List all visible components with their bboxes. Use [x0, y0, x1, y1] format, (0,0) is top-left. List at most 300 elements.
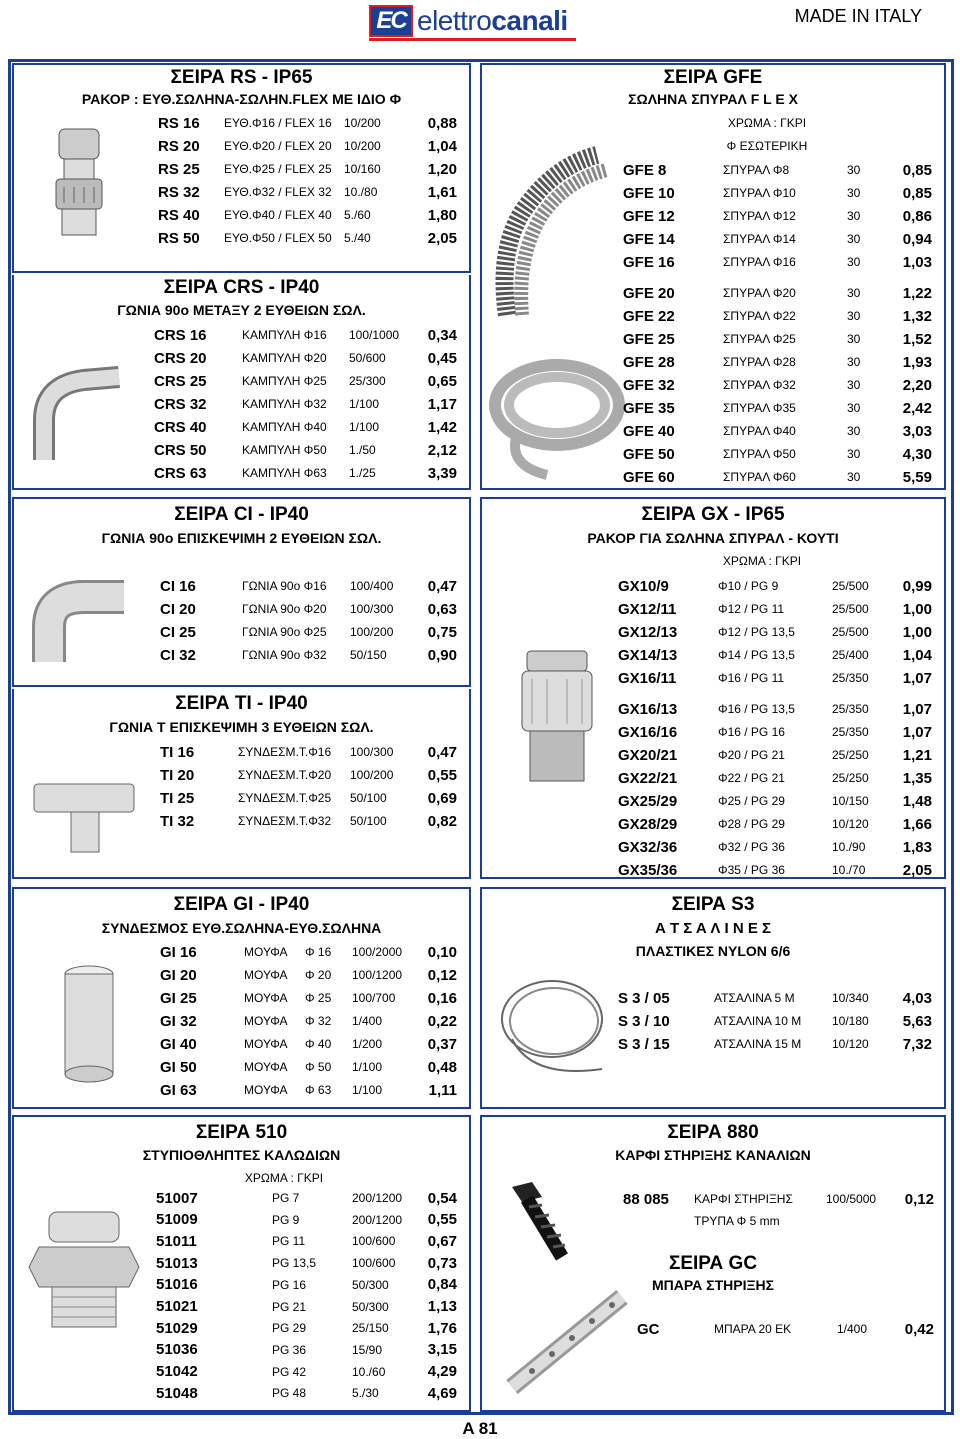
product-code: CRS 16 — [154, 326, 207, 344]
product-code: GFE 10 — [623, 184, 675, 202]
product-pack: 25/250 — [832, 771, 869, 785]
product-pack: 100/1000 — [349, 328, 400, 342]
product-code: GX35/36 — [618, 861, 678, 879]
product-code: GI 50 — [160, 1058, 197, 1076]
product-price: 3,39 — [427, 464, 457, 482]
product-pack: 30 — [847, 163, 861, 177]
880-row — [482, 1188, 948, 1210]
product-price: 2,42 — [902, 399, 932, 417]
page-header — [0, 0, 960, 58]
product-diameter: Φ 63 — [305, 1083, 332, 1097]
diameter-note: Φ ΕΣΩΤΕΡΙΚΗ — [726, 139, 808, 153]
product-diameter: Φ 25 — [305, 991, 332, 1005]
product-price: 0,45 — [427, 349, 457, 367]
product-desc: ΓΩΝΙΑ 90ο Φ16 — [242, 579, 327, 593]
product-price: 1,13 — [427, 1298, 457, 1315]
product-pack: 50/100 — [350, 814, 387, 828]
product-price: 0,86 — [902, 207, 932, 225]
product-desc: ΣΠΥΡΑΛ Φ50 — [723, 447, 796, 461]
product-code: 51029 — [156, 1319, 198, 1337]
product-desc: ΑΤΣΑΛΙΝΑ 15 Μ — [714, 1037, 802, 1051]
product-row — [482, 159, 948, 181]
product-price: 1,04 — [427, 137, 457, 155]
product-desc: ΣΠΥΡΑΛ Φ8 — [723, 163, 790, 177]
panel-rs — [12, 63, 471, 273]
product-row — [14, 741, 473, 763]
product-row — [14, 598, 473, 620]
product-row — [482, 790, 948, 812]
product-price: 0,16 — [427, 989, 457, 1007]
product-code: CRS 25 — [154, 372, 207, 390]
product-row — [482, 575, 948, 597]
panel-title: ΣΕΙΡΑ 880 — [667, 1122, 759, 1143]
product-row — [482, 282, 948, 304]
product-desc: PG 13,5 — [272, 1256, 317, 1271]
product-desc: ΣΠΥΡΑΛ Φ25 — [723, 332, 796, 346]
product-code: GX12/13 — [618, 623, 678, 641]
product-row — [14, 764, 473, 786]
product-code: GX16/16 — [618, 723, 678, 741]
product-desc: ΕΥΘ.Φ20 / FLEX 20 — [224, 139, 332, 153]
panel-subtitle: ΚΑΡΦΙ ΣΤΗΡΙΞΗΣ ΚΑΝΑΛΙΩΝ — [615, 1147, 811, 1163]
product-price: 1,32 — [902, 307, 932, 325]
product-pack: 50/600 — [349, 351, 386, 365]
product-row — [482, 698, 948, 720]
product-diameter: Φ 20 — [305, 968, 332, 982]
product-pack: 200/1200 — [352, 1191, 403, 1205]
product-desc: ΣΠΥΡΑΛ Φ28 — [723, 355, 796, 369]
product-row — [14, 1010, 473, 1032]
product-diameter: Φ 16 — [305, 945, 332, 959]
product-pack: 100/300 — [350, 602, 394, 616]
gc-title: ΣΕΙΡΑ GC — [668, 1253, 758, 1274]
product-pack: 25/300 — [349, 374, 386, 388]
product-desc: Φ22 / PG 21 — [718, 771, 785, 785]
gc-row — [482, 1318, 948, 1340]
product-code: 51011 — [156, 1232, 197, 1250]
panel-ci — [12, 497, 471, 687]
product-desc: ΣΠΥΡΑΛ Φ32 — [723, 378, 796, 392]
product-row — [14, 1230, 473, 1252]
product-price: 0,90 — [427, 646, 457, 664]
color-note: ΧΡΩΜΑ : ΓΚΡΙ — [244, 1171, 324, 1185]
product-desc: PG 16 — [272, 1277, 307, 1292]
product-row — [482, 621, 948, 643]
product-row — [14, 1317, 473, 1339]
product-code: GFE 35 — [623, 399, 675, 417]
product-row — [482, 305, 948, 327]
product-row — [482, 205, 948, 227]
product-price: 0,47 — [427, 577, 457, 595]
product-code: GX10/9 — [618, 577, 669, 595]
product-desc: PG 21 — [272, 1299, 307, 1314]
product-row — [482, 397, 948, 419]
logo-underline — [369, 38, 576, 41]
product-pack: 100/600 — [352, 1234, 396, 1249]
product-code: GC — [637, 1320, 660, 1338]
product-row — [482, 351, 948, 373]
product-price: 1,61 — [427, 183, 457, 201]
product-pack: 1/100 — [349, 397, 380, 411]
product-code: TI 16 — [160, 743, 195, 761]
panel-title: ΣΕΙΡΑ 510 — [195, 1122, 288, 1143]
product-price: 0,85 — [902, 184, 932, 202]
product-code: GFE 8 — [623, 161, 667, 179]
panel-gfe — [480, 63, 946, 490]
panel-subtitle: ΡΑΚΟΡ : ΕΥΘ.ΣΩΛΗΝΑ-ΣΩΛΗΝ.FLEX ΜΕ ΙΔΙΟ Φ — [81, 91, 402, 107]
product-pack: 25/350 — [832, 725, 869, 739]
product-desc: ΜΟΥΦΑ — [244, 1083, 288, 1097]
product-row — [482, 1033, 948, 1055]
product-row — [14, 1296, 473, 1318]
product-pack: 30 — [847, 209, 861, 223]
product-price: 0,75 — [427, 623, 457, 641]
product-code: RS 32 — [158, 183, 200, 201]
product-row — [14, 1274, 473, 1296]
product-pack: 1/100 — [349, 420, 380, 434]
product-pack: 10/160 — [344, 162, 381, 176]
panel-subtitle: ΣΩΛΗΝΑ ΣΠΥΡΑΛ F L E X — [628, 91, 798, 107]
product-desc: ΚΑΜΠΥΛΗ Φ50 — [242, 443, 327, 457]
product-pack: 10/150 — [832, 794, 869, 808]
product-price: 1,22 — [902, 284, 932, 302]
product-code: CI 25 — [160, 623, 196, 641]
product-price: 1,00 — [902, 623, 932, 641]
product-price: 0,22 — [427, 1012, 457, 1030]
product-row — [14, 964, 473, 986]
product-row — [482, 767, 948, 789]
product-desc: ΜΟΥΦΑ — [244, 968, 288, 982]
product-code: RS 40 — [158, 206, 200, 224]
panel-s3 — [480, 887, 946, 1109]
product-desc: ΓΩΝΙΑ 90ο Φ25 — [242, 625, 327, 639]
product-pack: 200/1200 — [352, 1212, 403, 1227]
product-row — [14, 1209, 473, 1231]
panel-subtitle: ΣΥΝΔΕΣΜΟΣ ΕΥΘ.ΣΩΛΗΝΑ-ΕΥΘ.ΣΩΛΗΝΑ — [101, 920, 382, 936]
product-pack: 10./60 — [352, 1364, 386, 1379]
product-row — [14, 158, 473, 180]
product-row — [14, 347, 473, 369]
product-desc: Φ16 / PG 16 — [718, 725, 785, 739]
page-number: A 81 — [462, 1419, 498, 1438]
product-row — [482, 1010, 948, 1032]
made-in-label: MADE IN ITALY — [794, 6, 922, 26]
product-code: GX32/36 — [618, 838, 678, 856]
product-desc: ΣΠΥΡΑΛ Φ22 — [723, 309, 796, 323]
panel-title: ΣΕΙΡΑ GI - IP40 — [173, 894, 310, 915]
product-desc: ΣΥΝΔΕΣΜ.Τ.Φ32 — [238, 814, 332, 828]
product-code: GFE 12 — [623, 207, 675, 225]
panel-title: ΣΕΙΡΑ S3 — [671, 894, 755, 915]
product-desc: ΣΠΥΡΑΛ Φ60 — [723, 470, 796, 484]
panel-title: ΣΕΙΡΑ GFE — [663, 67, 763, 88]
product-row — [482, 182, 948, 204]
product-desc: Φ12 / PG 11 — [718, 602, 785, 616]
product-desc: Φ14 / PG 13,5 — [718, 648, 795, 662]
product-code: GFE 40 — [623, 422, 675, 440]
product-code: 51021 — [156, 1298, 198, 1315]
product-pack: 25/250 — [832, 748, 869, 762]
product-row — [14, 370, 473, 392]
product-desc: ΜΟΥΦΑ — [244, 991, 288, 1005]
product-pack: 10/120 — [832, 1037, 869, 1051]
product-code: 51036 — [156, 1341, 198, 1359]
panel-title: ΣΕΙΡΑ RS - IP65 — [170, 67, 313, 88]
product-pack: 10/120 — [832, 817, 869, 831]
product-code: GFE 16 — [623, 253, 675, 271]
product-code: RS 16 — [158, 114, 200, 132]
product-pack: 30 — [847, 447, 861, 461]
product-price: 4,29 — [427, 1363, 457, 1381]
product-pack: 50/150 — [350, 648, 387, 662]
product-pack: 100/200 — [350, 768, 394, 782]
product-pack: 30 — [847, 232, 861, 246]
product-price: 2,05 — [902, 861, 932, 879]
logo-word-a: elettro — [417, 5, 492, 36]
product-pack: 100/2000 — [352, 945, 403, 959]
product-pack: 10./80 — [344, 185, 378, 199]
product-price: 0,85 — [902, 161, 932, 179]
product-row — [14, 621, 473, 643]
product-pack: 10/340 — [832, 991, 869, 1005]
product-row — [14, 462, 473, 484]
product-row — [14, 1033, 473, 1055]
product-price: 5,59 — [902, 468, 932, 486]
product-desc: ΣΠΥΡΑΛ Φ12 — [723, 209, 796, 223]
product-pack: 30 — [847, 255, 861, 269]
product-desc: Φ35 / PG 36 — [718, 863, 785, 877]
product-row — [482, 374, 948, 396]
product-price: 0,37 — [427, 1035, 457, 1053]
product-code: GX20/21 — [618, 746, 678, 764]
product-price: 4,03 — [902, 989, 932, 1007]
product-price: 3,03 — [902, 422, 932, 440]
product-price: 1,76 — [427, 1319, 457, 1337]
product-row — [14, 575, 473, 597]
product-price: 3,15 — [427, 1341, 457, 1359]
color-note: ΧΡΩΜΑ : ΓΚΡΙ — [727, 116, 807, 130]
product-pack: 100/600 — [352, 1256, 396, 1271]
product-pack: 10./90 — [832, 840, 866, 854]
product-pack: 1/200 — [352, 1037, 383, 1051]
product-price: 1,21 — [902, 746, 932, 764]
product-row — [482, 836, 948, 858]
product-code: 51009 — [156, 1211, 198, 1229]
product-row — [482, 667, 948, 689]
product-pack: 25/400 — [832, 648, 869, 662]
product-row — [14, 324, 473, 346]
product-desc: ΜΟΥΦΑ — [244, 945, 288, 959]
product-price: 0,65 — [427, 372, 457, 390]
product-row — [482, 328, 948, 350]
product-desc: ΕΥΘ.Φ50 / FLEX 50 — [224, 231, 332, 245]
panel-title: ΣΕΙΡΑ CI - IP40 — [174, 504, 309, 525]
product-row — [14, 1079, 473, 1101]
product-desc: ΚΑΜΠΥΛΗ Φ63 — [242, 466, 327, 480]
product-code: CRS 40 — [154, 418, 207, 436]
product-code: TI 32 — [160, 812, 195, 830]
product-pack: 25/350 — [832, 671, 869, 685]
panel-title: ΣΕΙΡΑ GX - IP65 — [641, 504, 785, 525]
product-price: 0,67 — [427, 1232, 457, 1250]
product-row — [14, 810, 473, 832]
product-pack: 100/5000 — [826, 1192, 877, 1206]
product-price: 5,63 — [902, 1012, 932, 1030]
product-desc: Φ20 / PG 21 — [718, 748, 785, 762]
product-desc: ΜΟΥΦΑ — [244, 1060, 288, 1074]
product-code: GX22/21 — [618, 769, 678, 787]
product-pack: 30 — [847, 186, 861, 200]
product-price: 0,99 — [902, 577, 932, 595]
product-pack: 100/1200 — [352, 968, 403, 982]
logo-ec-mark: EC — [369, 5, 413, 37]
product-code: 51042 — [156, 1363, 198, 1381]
panel-subtitle: ΓΩΝΙΑ 90ο ΕΠΙΣΚΕΨΙΜΗ 2 ΕΥΘΕΙΩΝ ΣΩΛ. — [101, 530, 382, 546]
product-row — [14, 1187, 473, 1209]
product-code: 51048 — [156, 1384, 198, 1402]
panel-title: ΣΕΙΡΑ TI - IP40 — [175, 693, 308, 714]
product-price: 1,03 — [902, 253, 932, 271]
product-row — [14, 941, 473, 963]
product-price: 1,17 — [427, 395, 457, 413]
product-diameter: Φ 32 — [305, 1014, 332, 1028]
product-pack: 25/500 — [832, 602, 869, 616]
panel-subtitle: ΣΤΥΠΙΟΘΛΗΠΤΕΣ ΚΑΛΩΔΙΩΝ — [142, 1147, 341, 1163]
product-desc: Φ16 / PG 13,5 — [718, 702, 795, 716]
product-desc: PG 11 — [272, 1234, 306, 1249]
product-pack: 25/500 — [832, 625, 869, 639]
product-pack: 1./25 — [349, 466, 376, 480]
product-desc: ΣΠΥΡΑΛ Φ16 — [723, 255, 796, 269]
product-desc: ΓΩΝΙΑ 90ο Φ32 — [242, 648, 327, 662]
product-price: 0,54 — [427, 1189, 457, 1207]
product-row — [482, 420, 948, 442]
product-desc: Φ28 / PG 29 — [718, 817, 785, 831]
product-price: 4,69 — [427, 1384, 457, 1402]
product-row — [482, 859, 948, 881]
product-code: GX12/11 — [618, 600, 677, 618]
product-price: 0,34 — [427, 326, 457, 344]
product-code: CI 20 — [160, 600, 196, 618]
product-pack: 1/100 — [352, 1083, 383, 1097]
product-code: GX25/29 — [618, 792, 678, 810]
panel-880 — [480, 1115, 946, 1412]
product-pack: 30 — [847, 401, 861, 415]
product-pack: 50/300 — [352, 1277, 389, 1292]
product-pack: 15/90 — [352, 1342, 383, 1357]
product-row — [482, 251, 948, 273]
product-pack: 5./40 — [344, 231, 371, 245]
product-code: GI 40 — [160, 1035, 197, 1053]
product-price: 1,52 — [902, 330, 932, 348]
product-price: 4,30 — [902, 445, 932, 463]
logo-word-b: canali — [491, 5, 568, 36]
product-desc: ΑΤΣΑΛΙΝΑ 10 Μ — [714, 1014, 802, 1028]
product-code: RS 50 — [158, 229, 200, 247]
product-diameter: Φ 40 — [305, 1037, 332, 1051]
panel-510 — [12, 1115, 471, 1412]
product-code: 88 085 — [623, 1190, 669, 1208]
product-desc: ΚΑΜΠΥΛΗ Φ20 — [242, 351, 327, 365]
product-price: 2,12 — [427, 441, 457, 459]
product-code: GX16/11 — [618, 669, 677, 687]
product-row — [14, 393, 473, 415]
product-price: 1,04 — [902, 646, 932, 664]
product-pack: 50/100 — [350, 791, 387, 805]
product-desc: ΣΥΝΔΕΣΜ.Τ.Φ16 — [238, 745, 332, 759]
product-pack: 30 — [847, 286, 861, 300]
product-row — [14, 787, 473, 809]
product-row — [14, 112, 473, 134]
product-code: 51016 — [156, 1276, 198, 1294]
product-price: 1,83 — [902, 838, 932, 856]
product-desc: ΕΥΘ.Φ16 / FLEX 16 — [224, 116, 332, 130]
panel-gi — [12, 887, 471, 1109]
product-code: RS 20 — [158, 137, 200, 155]
panel-subtitle: Α Τ Σ Α Λ Ι Ν Ε Σ — [654, 920, 772, 937]
product-code: GFE 25 — [623, 330, 675, 348]
product-pack: 100/300 — [350, 745, 394, 759]
product-desc: ΣΠΥΡΑΛ Φ35 — [723, 401, 796, 415]
color-note: ΧΡΩΜΑ : ΓΚΡΙ — [722, 554, 802, 568]
product-code: S 3 / 10 — [618, 1012, 670, 1030]
product-price: 7,32 — [902, 1035, 932, 1053]
product-desc: ΓΩΝΙΑ 90ο Φ20 — [242, 602, 327, 616]
product-row — [14, 1382, 473, 1404]
gc-subtitle: ΜΠΑΡΑ ΣΤΗΡΙΞΗΣ — [652, 1277, 774, 1293]
product-pack: 25/150 — [352, 1321, 389, 1336]
product-code: TI 25 — [160, 789, 195, 807]
product-row — [482, 228, 948, 250]
product-pack: 100/400 — [350, 579, 394, 593]
product-code: CRS 63 — [154, 464, 207, 482]
product-desc: ΕΥΘ.Φ32 / FLEX 32 — [224, 185, 332, 199]
panel-crs — [12, 275, 471, 490]
product-desc: ΜΠΑΡΑ 20 ΕΚ — [714, 1322, 792, 1336]
product-code: CI 32 — [160, 646, 196, 664]
product-code: GI 32 — [160, 1012, 197, 1030]
product-row — [482, 987, 948, 1009]
product-price: 0,10 — [427, 943, 457, 961]
product-desc: ΚΑΜΠΥΛΗ Φ40 — [242, 420, 327, 434]
product-row — [14, 1361, 473, 1383]
product-desc: ΣΥΝΔΕΣΜ.Τ.Φ25 — [238, 791, 332, 805]
product-desc: ΣΠΥΡΑΛ Φ14 — [723, 232, 796, 246]
product-price: 1,48 — [902, 792, 932, 810]
product-price: 1,20 — [427, 160, 457, 178]
product-price: 0,55 — [427, 766, 457, 784]
product-price: 1,00 — [902, 600, 932, 618]
product-diameter: Φ 50 — [305, 1060, 332, 1074]
product-price: 1,35 — [902, 769, 932, 787]
product-price: 1,42 — [427, 418, 457, 436]
product-code: CRS 32 — [154, 395, 207, 413]
product-row — [482, 443, 948, 465]
product-code: GFE 60 — [623, 468, 675, 486]
product-pack: 1/400 — [837, 1322, 868, 1336]
product-desc: PG 48 — [272, 1386, 307, 1401]
product-row — [14, 1339, 473, 1361]
product-price: 2,20 — [902, 376, 932, 394]
product-code: GI 63 — [160, 1081, 197, 1099]
product-desc: ΣΠΥΡΑΛ Φ10 — [723, 186, 796, 200]
product-code: GFE 32 — [623, 376, 675, 394]
product-desc: PG 7 — [272, 1191, 300, 1205]
product-row — [482, 598, 948, 620]
product-price: 1,07 — [902, 669, 932, 687]
product-code: GFE 20 — [623, 284, 675, 302]
product-code: GFE 28 — [623, 353, 675, 371]
